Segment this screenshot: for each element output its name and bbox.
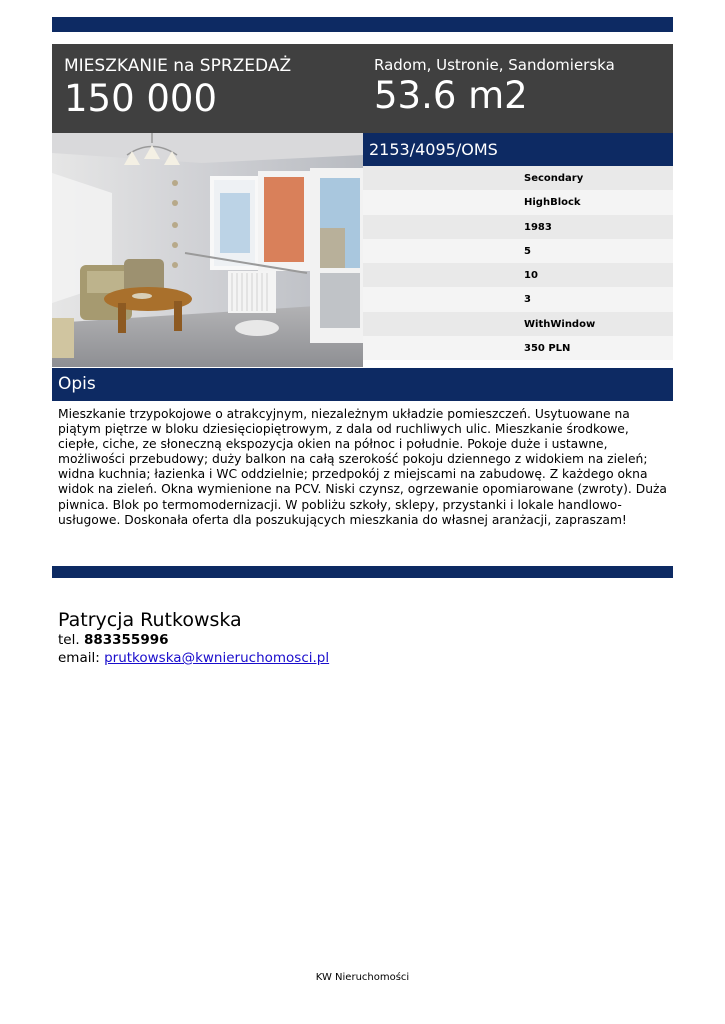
property-row <box>363 190 673 214</box>
listing-header <box>52 44 673 133</box>
listing-type: MIESZKANIE na SPRZEDAŻ <box>64 56 292 76</box>
property-value: 350 PLN <box>524 342 571 354</box>
top-accent-bar <box>52 17 673 32</box>
property-value: Secondary <box>524 173 584 184</box>
property-row <box>363 239 673 263</box>
property-value: 10 <box>524 270 538 281</box>
agent-phone[interactable]: 883355996 <box>83 632 169 648</box>
header-left <box>64 56 291 119</box>
bottom-accent-bar <box>52 566 673 578</box>
property-row <box>363 336 673 360</box>
description-heading: Opis <box>58 374 96 394</box>
property-value: 5 <box>524 245 531 257</box>
property-row <box>363 287 673 311</box>
email-label: email: <box>58 650 100 666</box>
listing-price: 150 000 <box>64 77 218 120</box>
agent-phone-line <box>58 631 329 649</box>
listing-reference: 2153/4095/OMS <box>369 140 498 159</box>
agent-email-link[interactable]: prutkowska@kwnieruchomosci.pl <box>104 650 330 666</box>
properties-table <box>363 166 673 360</box>
property-value: 1983 <box>524 221 552 233</box>
property-row <box>363 312 673 336</box>
property-value: WithWindow <box>524 318 596 330</box>
property-value: 3 <box>524 294 531 306</box>
description-heading-bar <box>52 368 673 401</box>
agent-contact <box>58 609 329 667</box>
footer-company: KW Nieruchomości <box>315 972 410 983</box>
property-row <box>363 166 673 190</box>
property-row <box>363 215 673 239</box>
listing-area: 53.6 m2 <box>374 74 528 117</box>
apartment-photo <box>52 133 363 367</box>
agent-email-line <box>58 649 329 667</box>
phone-label: tel. <box>58 632 80 648</box>
header-right <box>374 56 615 116</box>
property-row <box>363 263 673 287</box>
reference-bar <box>363 133 673 166</box>
property-value: HighBlock <box>524 197 581 209</box>
description-text: Mieszkanie trzypokojowe o atrakcyjnym, niezależnym układzie pomieszczeń. Usytuowane na piątym piętrze w bloku dziesięciopiętrowym, z dala od ruchliwych ulic. Mieszkanie środkowe, ciepłe, ciche, ze słoneczną ekspozycja okien na północ i południe. Pokoje duże i ustawne, możliwości przebudowy; duży balkon na całą szerokość pokoju dziennego z widokiem na zieleń; widna kuchnia; łazienka i WC oddzielnie; przedpokój z miejscami na zabudowę. Z każdego okna widok na zieleń. Okna wymienione na PCV. Niski czynsz, ogrzewanie opomiarowane (zwroty). Duża piwnica. Blok po termomodernizacji. W pobliżu szkoły, sklepy, przystanki i lokale handlowo-usługowe. Doskonała oferta dla poszukujących mieszkania do własnej aranżacji, zapraszam! <box>58 407 667 527</box>
listing-location: Radom, Ustronie, Sandomierska <box>374 56 615 74</box>
agent-name: Patrycja Rutkowska <box>58 609 242 631</box>
